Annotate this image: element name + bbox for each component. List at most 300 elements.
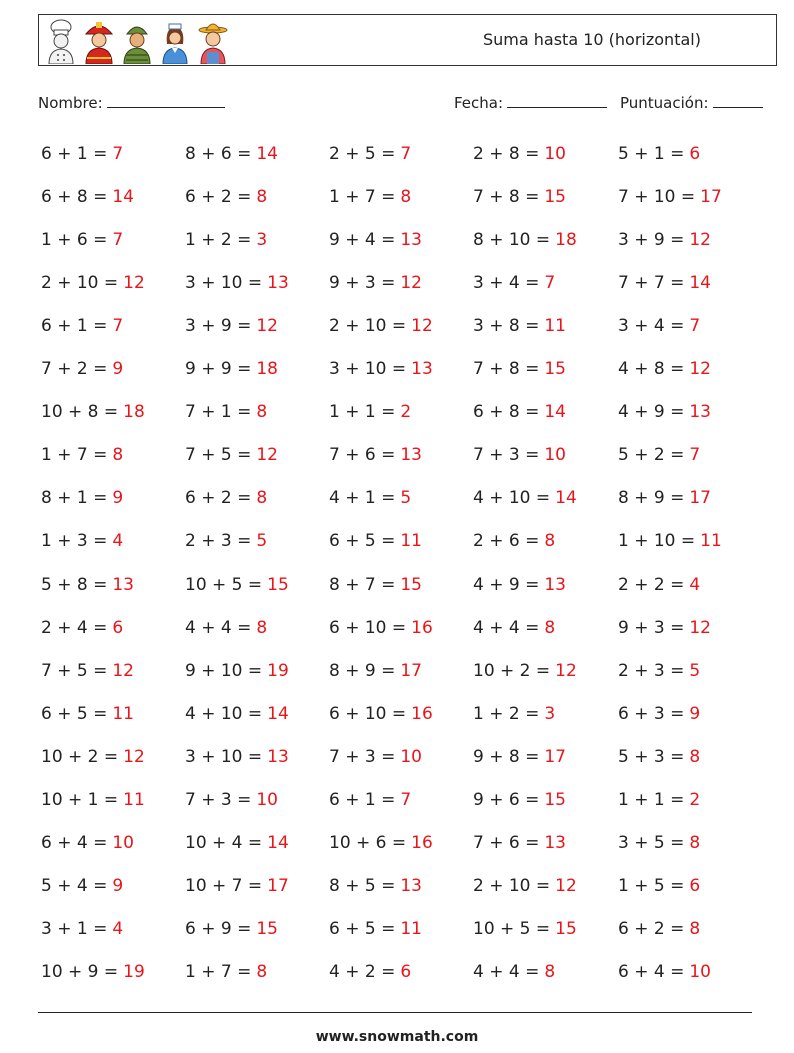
problem-equation: 4 + 9 = xyxy=(618,402,685,422)
problem-equation: 9 + 4 = xyxy=(329,230,396,250)
problem-answer: 11 xyxy=(400,919,422,939)
problem-item xyxy=(185,617,267,639)
problem-answer: 9 xyxy=(112,488,124,508)
problem-item xyxy=(185,918,278,940)
problem-item xyxy=(329,789,411,811)
problem-equation: 2 + 10 = xyxy=(329,316,407,336)
problem-answer: 7 xyxy=(544,273,556,293)
problem-equation: 9 + 9 = xyxy=(185,359,252,379)
problem-equation: 2 + 5 = xyxy=(329,144,396,164)
problem-equation: 7 + 8 = xyxy=(473,187,540,207)
problem-item xyxy=(618,229,711,251)
problem-equation: 1 + 7 = xyxy=(41,445,108,465)
problem-equation: 9 + 3 = xyxy=(618,618,685,638)
problem-answer: 17 xyxy=(544,747,566,767)
problem-answer: 8 xyxy=(689,919,701,939)
problem-answer: 8 xyxy=(256,618,268,638)
problem-equation: 4 + 10 = xyxy=(473,488,551,508)
problem-item xyxy=(329,229,422,251)
problem-item xyxy=(185,574,289,596)
problem-answer: 8 xyxy=(544,618,556,638)
problem-item xyxy=(618,617,711,639)
problem-answer: 10 xyxy=(689,962,711,982)
problem-answer: 12 xyxy=(689,618,711,638)
problem-answer: 16 xyxy=(411,704,433,724)
problem-equation: 3 + 9 = xyxy=(618,230,685,250)
problem-equation: 2 + 6 = xyxy=(473,531,540,551)
problem-equation: 2 + 3 = xyxy=(618,661,685,681)
problem-item xyxy=(473,617,555,639)
problem-item xyxy=(329,272,422,294)
name-blank xyxy=(107,93,225,108)
problem-equation: 3 + 4 = xyxy=(618,316,685,336)
problem-item xyxy=(618,660,700,682)
problem-equation: 5 + 2 = xyxy=(618,445,685,465)
problem-equation: 3 + 4 = xyxy=(473,273,540,293)
problem-equation: 8 + 1 = xyxy=(41,488,108,508)
problem-item xyxy=(329,617,433,639)
problem-answer: 13 xyxy=(400,876,422,896)
date-blank xyxy=(507,93,607,108)
problem-item xyxy=(41,617,123,639)
problem-equation: 6 + 5 = xyxy=(329,919,396,939)
problem-answer: 12 xyxy=(555,661,577,681)
problem-item xyxy=(473,961,555,983)
problem-item xyxy=(618,143,700,165)
problem-equation: 7 + 6 = xyxy=(473,833,540,853)
problem-equation: 10 + 6 = xyxy=(329,833,407,853)
problem-answer: 4 xyxy=(112,919,124,939)
problem-equation: 10 + 9 = xyxy=(41,962,119,982)
problem-equation: 7 + 8 = xyxy=(473,359,540,379)
problem-item xyxy=(329,530,422,552)
problem-answer: 8 xyxy=(400,187,412,207)
problem-answer: 13 xyxy=(400,230,422,250)
problem-answer: 17 xyxy=(267,876,289,896)
problem-answer: 15 xyxy=(400,575,422,595)
problem-item xyxy=(41,530,123,552)
problem-answer: 4 xyxy=(112,531,124,551)
problem-answer: 15 xyxy=(256,919,278,939)
problem-answer: 9 xyxy=(689,704,701,724)
problem-answer: 19 xyxy=(123,962,145,982)
problem-item xyxy=(185,444,278,466)
problem-item xyxy=(41,143,123,165)
problem-answer: 10 xyxy=(256,790,278,810)
problem-item xyxy=(41,186,134,208)
problem-item xyxy=(473,789,566,811)
problem-item xyxy=(185,358,278,380)
problem-equation: 1 + 2 = xyxy=(473,704,540,724)
problem-answer: 18 xyxy=(555,230,577,250)
problem-answer: 18 xyxy=(123,402,145,422)
problem-answer: 7 xyxy=(112,144,124,164)
problem-equation: 1 + 7 = xyxy=(185,962,252,982)
problem-answer: 7 xyxy=(689,445,701,465)
problem-equation: 8 + 9 = xyxy=(329,661,396,681)
problem-item xyxy=(185,961,267,983)
problem-item xyxy=(41,660,134,682)
problem-equation: 4 + 9 = xyxy=(473,575,540,595)
name-field xyxy=(38,93,225,112)
problem-answer: 13 xyxy=(544,833,566,853)
problem-equation: 9 + 6 = xyxy=(473,790,540,810)
problem-item xyxy=(329,487,411,509)
problem-item xyxy=(185,229,267,251)
problem-equation: 1 + 2 = xyxy=(185,230,252,250)
problem-item xyxy=(41,703,134,725)
problem-item xyxy=(618,315,700,337)
footer-url: www.snowmath.com xyxy=(315,1029,479,1045)
problem-item xyxy=(618,530,722,552)
problem-answer: 10 xyxy=(400,747,422,767)
footer-divider xyxy=(38,1012,752,1013)
problem-item xyxy=(618,918,700,940)
problem-equation: 6 + 10 = xyxy=(329,618,407,638)
problem-equation: 2 + 4 = xyxy=(41,618,108,638)
problem-item xyxy=(618,358,711,380)
problem-answer: 13 xyxy=(411,359,433,379)
problem-equation: 4 + 8 = xyxy=(618,359,685,379)
problem-answer: 12 xyxy=(123,747,145,767)
problem-answer: 12 xyxy=(411,316,433,336)
problem-answer: 7 xyxy=(689,316,701,336)
problem-equation: 6 + 2 = xyxy=(185,187,252,207)
problem-equation: 1 + 5 = xyxy=(618,876,685,896)
problem-item xyxy=(618,832,700,854)
problem-item xyxy=(329,746,422,768)
problem-item xyxy=(473,746,566,768)
problem-answer: 15 xyxy=(544,359,566,379)
problem-item xyxy=(473,186,566,208)
problem-answer: 11 xyxy=(123,790,145,810)
problem-equation: 10 + 1 = xyxy=(41,790,119,810)
problem-equation: 10 + 2 = xyxy=(473,661,551,681)
problem-answer: 9 xyxy=(112,876,124,896)
problem-equation: 3 + 10 = xyxy=(185,747,263,767)
problem-item xyxy=(41,487,123,509)
problem-equation: 2 + 10 = xyxy=(473,876,551,896)
problem-answer: 12 xyxy=(256,316,278,336)
problem-answer: 14 xyxy=(267,833,289,853)
problem-item xyxy=(185,703,289,725)
problem-item xyxy=(329,961,411,983)
problem-item xyxy=(473,143,566,165)
problem-answer: 10 xyxy=(544,144,566,164)
problem-item xyxy=(473,444,566,466)
problem-equation: 7 + 3 = xyxy=(185,790,252,810)
problem-item xyxy=(329,401,411,423)
problem-item xyxy=(329,918,422,940)
problem-equation: 7 + 2 = xyxy=(41,359,108,379)
problem-item xyxy=(185,875,289,897)
problem-equation: 1 + 7 = xyxy=(329,187,396,207)
problem-equation: 7 + 3 = xyxy=(329,747,396,767)
problem-item xyxy=(185,530,267,552)
problem-answer: 3 xyxy=(256,230,268,250)
problem-item xyxy=(618,574,700,596)
problem-item xyxy=(41,315,123,337)
problem-item xyxy=(473,272,555,294)
problem-equation: 10 + 2 = xyxy=(41,747,119,767)
problem-equation: 4 + 2 = xyxy=(329,962,396,982)
problem-item xyxy=(329,574,422,596)
problem-equation: 7 + 3 = xyxy=(473,445,540,465)
problem-item xyxy=(618,875,700,897)
problem-equation: 9 + 3 = xyxy=(329,273,396,293)
problem-equation: 6 + 4 = xyxy=(41,833,108,853)
problem-equation: 6 + 4 = xyxy=(618,962,685,982)
problem-item xyxy=(329,703,433,725)
problem-equation: 5 + 3 = xyxy=(618,747,685,767)
chef-icon xyxy=(45,18,77,64)
problem-equation: 8 + 6 = xyxy=(185,144,252,164)
problem-equation: 2 + 2 = xyxy=(618,575,685,595)
problem-equation: 6 + 1 = xyxy=(41,144,108,164)
problem-item xyxy=(618,746,700,768)
problem-item xyxy=(185,660,289,682)
problem-item xyxy=(185,487,267,509)
problem-equation: 1 + 1 = xyxy=(329,402,396,422)
problem-item xyxy=(473,574,566,596)
problem-item xyxy=(473,229,577,251)
problem-item xyxy=(618,703,700,725)
problem-equation: 6 + 5 = xyxy=(329,531,396,551)
problem-answer: 7 xyxy=(112,230,124,250)
date-field xyxy=(454,93,607,112)
problem-item xyxy=(618,186,722,208)
problem-answer: 6 xyxy=(112,618,124,638)
problem-answer: 2 xyxy=(400,402,412,422)
problem-equation: 7 + 10 = xyxy=(618,187,696,207)
problem-equation: 6 + 1 = xyxy=(329,790,396,810)
problem-equation: 6 + 10 = xyxy=(329,704,407,724)
problem-item xyxy=(473,832,566,854)
problem-answer: 12 xyxy=(689,359,711,379)
problem-equation: 6 + 1 = xyxy=(41,316,108,336)
problem-answer: 6 xyxy=(689,144,701,164)
problem-equation: 10 + 5 = xyxy=(473,919,551,939)
problem-equation: 4 + 1 = xyxy=(329,488,396,508)
problem-answer: 12 xyxy=(689,230,711,250)
farmer-icon xyxy=(197,18,229,64)
problem-equation: 5 + 8 = xyxy=(41,575,108,595)
problem-equation: 2 + 8 = xyxy=(473,144,540,164)
problem-answer: 8 xyxy=(689,747,701,767)
score-blank xyxy=(713,93,763,108)
problem-answer: 7 xyxy=(400,790,412,810)
problem-item xyxy=(473,401,566,423)
problem-equation: 7 + 6 = xyxy=(329,445,396,465)
problem-answer: 14 xyxy=(112,187,134,207)
problem-item xyxy=(41,358,123,380)
date-label: Fecha: xyxy=(454,94,504,112)
problem-equation: 7 + 1 = xyxy=(185,402,252,422)
problem-equation: 8 + 9 = xyxy=(618,488,685,508)
problem-item xyxy=(329,444,422,466)
problem-answer: 11 xyxy=(400,531,422,551)
problem-answer: 7 xyxy=(400,144,412,164)
problem-answer: 7 xyxy=(112,316,124,336)
worksheet-header xyxy=(38,14,777,66)
problem-item xyxy=(329,660,422,682)
problem-item xyxy=(618,487,711,509)
problem-answer: 16 xyxy=(411,618,433,638)
problem-answer: 8 xyxy=(544,962,556,982)
problem-item xyxy=(329,186,411,208)
problem-answer: 8 xyxy=(544,531,556,551)
problem-item xyxy=(41,746,145,768)
problem-equation: 3 + 10 = xyxy=(329,359,407,379)
problem-item xyxy=(618,401,711,423)
problem-answer: 15 xyxy=(555,919,577,939)
problem-answer: 13 xyxy=(689,402,711,422)
problem-item xyxy=(185,315,278,337)
problem-equation: 10 + 8 = xyxy=(41,402,119,422)
problem-equation: 1 + 6 = xyxy=(41,230,108,250)
problem-answer: 8 xyxy=(256,488,268,508)
problem-answer: 13 xyxy=(112,575,134,595)
problem-equation: 8 + 7 = xyxy=(329,575,396,595)
problem-item xyxy=(41,401,145,423)
problem-answer: 18 xyxy=(256,359,278,379)
problem-answer: 12 xyxy=(555,876,577,896)
problem-answer: 14 xyxy=(555,488,577,508)
problem-answer: 12 xyxy=(123,273,145,293)
problem-answer: 2 xyxy=(689,790,701,810)
problem-answer: 11 xyxy=(700,531,722,551)
problem-equation: 3 + 8 = xyxy=(473,316,540,336)
problem-answer: 8 xyxy=(256,962,268,982)
problem-equation: 6 + 9 = xyxy=(185,919,252,939)
problem-answer: 4 xyxy=(689,575,701,595)
problem-equation: 1 + 3 = xyxy=(41,531,108,551)
problem-equation: 4 + 4 = xyxy=(473,618,540,638)
problem-item xyxy=(329,143,411,165)
problem-equation: 7 + 5 = xyxy=(185,445,252,465)
problem-item xyxy=(185,401,267,423)
problem-answer: 10 xyxy=(112,833,134,853)
problem-item xyxy=(41,832,134,854)
problem-answer: 14 xyxy=(267,704,289,724)
problem-item xyxy=(185,186,267,208)
problem-equation: 2 + 3 = xyxy=(185,531,252,551)
problem-answer: 14 xyxy=(689,273,711,293)
problem-answer: 11 xyxy=(544,316,566,336)
problem-answer: 8 xyxy=(256,402,268,422)
problem-equation: 3 + 9 = xyxy=(185,316,252,336)
problem-answer: 13 xyxy=(400,445,422,465)
problem-equation: 8 + 10 = xyxy=(473,230,551,250)
problem-item xyxy=(618,272,711,294)
problem-item xyxy=(473,703,555,725)
problem-item xyxy=(473,315,566,337)
problem-answer: 16 xyxy=(411,833,433,853)
problem-item xyxy=(185,746,289,768)
problem-item xyxy=(618,789,700,811)
problem-answer: 5 xyxy=(400,488,412,508)
problem-item xyxy=(473,487,577,509)
problem-answer: 13 xyxy=(267,273,289,293)
problem-item xyxy=(41,875,123,897)
problem-item xyxy=(473,875,577,897)
problem-item xyxy=(329,358,433,380)
problem-item xyxy=(41,961,145,983)
problem-item xyxy=(618,444,700,466)
problem-answer: 10 xyxy=(544,445,566,465)
problem-answer: 8 xyxy=(689,833,701,853)
problem-answer: 6 xyxy=(689,876,701,896)
problem-equation: 5 + 1 = xyxy=(618,144,685,164)
problem-answer: 19 xyxy=(267,661,289,681)
problem-equation: 6 + 5 = xyxy=(41,704,108,724)
problem-answer: 14 xyxy=(544,402,566,422)
problem-equation: 9 + 10 = xyxy=(185,661,263,681)
firefighter-icon xyxy=(83,18,115,64)
problem-equation: 3 + 10 = xyxy=(185,273,263,293)
problem-equation: 4 + 4 = xyxy=(185,618,252,638)
problem-equation: 6 + 2 = xyxy=(185,488,252,508)
problem-answer: 3 xyxy=(544,704,556,724)
problem-equation: 10 + 7 = xyxy=(185,876,263,896)
problem-equation: 9 + 8 = xyxy=(473,747,540,767)
problem-item xyxy=(185,832,289,854)
problem-equation: 10 + 5 = xyxy=(185,575,263,595)
problem-equation: 2 + 10 = xyxy=(41,273,119,293)
problem-answer: 15 xyxy=(267,575,289,595)
problem-answer: 13 xyxy=(267,747,289,767)
problem-answer: 9 xyxy=(112,359,124,379)
name-label: Nombre: xyxy=(38,94,103,112)
problem-item xyxy=(185,272,289,294)
problem-item xyxy=(329,832,433,854)
soldier-icon xyxy=(121,18,153,64)
problem-item xyxy=(185,789,278,811)
problem-answer: 14 xyxy=(256,144,278,164)
nurse-icon xyxy=(159,18,191,64)
problem-answer: 15 xyxy=(544,790,566,810)
problem-equation: 4 + 10 = xyxy=(185,704,263,724)
problem-equation: 3 + 5 = xyxy=(618,833,685,853)
problem-equation: 6 + 8 = xyxy=(41,187,108,207)
problem-item xyxy=(185,143,278,165)
problem-equation: 7 + 5 = xyxy=(41,661,108,681)
problem-equation: 1 + 10 = xyxy=(618,531,696,551)
problem-equation: 1 + 1 = xyxy=(618,790,685,810)
problem-item xyxy=(329,315,433,337)
problem-answer: 17 xyxy=(700,187,722,207)
problem-answer: 12 xyxy=(400,273,422,293)
problem-answer: 15 xyxy=(544,187,566,207)
problem-item xyxy=(473,358,566,380)
problem-equation: 8 + 5 = xyxy=(329,876,396,896)
problem-item xyxy=(41,272,145,294)
avatar-row xyxy=(45,18,229,64)
problem-item xyxy=(473,918,577,940)
problem-item xyxy=(473,530,555,552)
problem-item xyxy=(41,918,123,940)
page-title: Suma hasta 10 (horizontal) xyxy=(483,30,701,49)
problem-answer: 12 xyxy=(256,445,278,465)
problem-equation: 6 + 8 = xyxy=(473,402,540,422)
problem-answer: 17 xyxy=(689,488,711,508)
problem-answer: 13 xyxy=(544,575,566,595)
problem-equation: 4 + 4 = xyxy=(473,962,540,982)
problem-answer: 8 xyxy=(112,445,124,465)
problem-answer: 6 xyxy=(400,962,412,982)
problem-answer: 17 xyxy=(400,661,422,681)
problem-equation: 5 + 4 = xyxy=(41,876,108,896)
